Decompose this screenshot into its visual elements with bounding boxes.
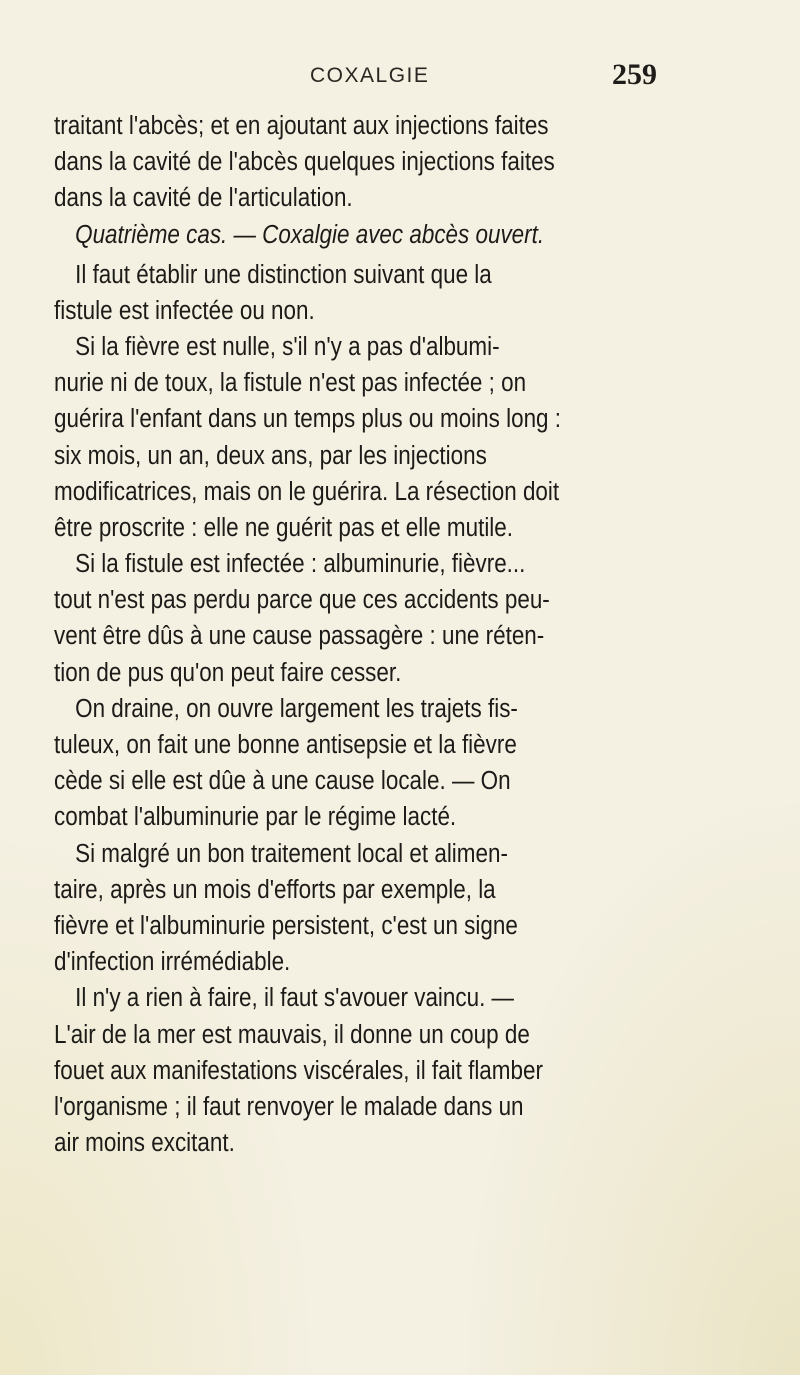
text-line: Il faut établir une distinction suivant que la [75,260,492,289]
page-header [0,58,800,98]
text-line: Si la fistule est infectée : albuminurie, fièvre... [75,550,526,579]
text-line: fouet aux manifestations viscérales, il fait flamber [54,1056,543,1085]
text-line: traitant l'abcès; et en ajoutant aux injections faites [54,112,549,140]
text-line: d'infection irrémédiable. [54,948,291,977]
text-line: dans la cavité de l'abcès quelques injections faites [54,148,555,177]
text-line: fistule est infectée ou non. [54,296,315,325]
text-line: être proscrite : elle ne guérit pas et elle mutile. [54,513,514,542]
section-heading: Quatrième cas. — Coxalgie avec abcès ouvert. [75,220,545,249]
text-line: tuleux, on fait une bonne antisepsie et la fièvre [54,731,517,759]
text-line: cède si elle est dûe à une cause locale. — On [54,767,511,796]
text-line: nurie ni de toux, la fistule n'est pas infectée ; on [54,369,527,398]
text-line: Si la fièvre est nulle, s'il n'y a pas d'albumi- [75,332,500,361]
text-line: On draine, on ouvre largement les trajets fis- [75,694,518,723]
text-line: Il n'y a rien à faire, il faut s'avouer vaincu. — [75,984,515,1013]
text-line: tout n'est pas perdu parce que ces accidents peu- [54,586,550,615]
text-line: vent être dûs à une cause passagère : une réten- [54,622,545,651]
text-line: six mois, un an, deux ans, par les injections [54,441,487,470]
text-line: Si malgré un bon traitement local et alimen- [75,839,508,868]
text-line: tion de pus qu'on peut faire cesser. [54,658,402,687]
body-text [54,108,714,1161]
text-line: dans la cavité de l'articulation. [54,184,353,213]
text-line: taire, après un mois d'efforts par exemple, la [54,875,496,904]
page-number: 259 [612,58,657,91]
text-line: fièvre et l'albuminurie persistent, c'est un signe [54,911,518,940]
text-line: combat l'albuminurie par le régime lacté. [54,803,457,832]
text-line: L'air de la mer est mauvais, il donne un coup de [54,1020,530,1049]
text-line: modificatrices, mais on le guérira. La résection doit [54,477,560,506]
text-line: air moins excitant. [54,1129,235,1158]
running-title: COXALGIE [310,64,430,87]
text-line: l'organisme ; il faut renvoyer le malade dans un [54,1092,524,1121]
text-line: guérira l'enfant dans un temps plus ou moins long : [54,405,562,434]
